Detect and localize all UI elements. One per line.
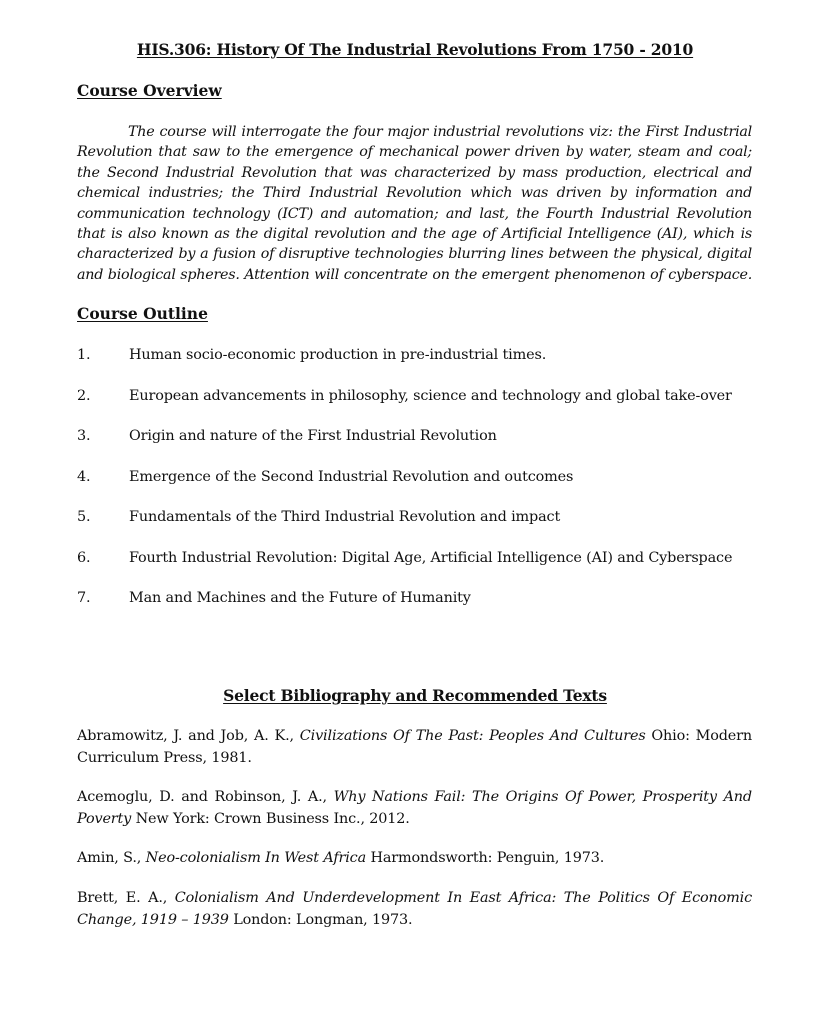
overview-line: The course will interrogate the four major industrial revolutions viz: the First Industrial — [128, 124, 752, 140]
outline-item-number: 2. — [77, 388, 91, 404]
bibliography-entry — [77, 888, 752, 931]
outline-item-number: 1. — [77, 347, 91, 363]
outline-item-text: Man and Machines and the Future of Humanity — [129, 590, 471, 606]
bibliography-publisher: Ohio: Modern — [651, 728, 753, 744]
bibliography-title: Poverty — [77, 810, 132, 827]
bibliography-title: Change, 1919 – 1939 — [77, 911, 229, 928]
outline-item-text: Fourth Industrial Revolution: Digital Age, Artificial Intelligence (AI) and Cyberspace — [129, 550, 733, 566]
bibliography-entry-line — [77, 888, 752, 910]
overview-line: chemical industries; the Third Industrial Revolution which was driven by information and — [77, 185, 752, 202]
outline-item-number: 5. — [77, 509, 91, 525]
overview-line: characterized by a fusion of disruptive technologies blurring lines between the physical, digital — [77, 246, 752, 263]
bibliography-title: Neo-colonialism In West Africa — [145, 850, 367, 866]
outline-item-number: 4. — [77, 469, 91, 485]
overview-line: communication technology (ICT) and automation; and last, the Fourth Industrial Revolution — [77, 205, 752, 222]
overview-line: and biological spheres. Attention will concentrate on the emergent phenomenon of cyberspace. — [77, 266, 752, 283]
bibliography-entry-line — [77, 809, 752, 831]
bibliography-entry-line — [77, 726, 752, 748]
bibliography-publisher: Harmondsworth: Penguin, 1973. — [370, 850, 605, 866]
bibliography-author: Amin, S., — [77, 850, 142, 866]
bibliography-entry-line — [77, 787, 752, 809]
bibliography-title: Colonialism And Underdevelopment In East Africa: The Politics Of Economic — [174, 890, 752, 906]
course-overview-heading: Course Overview — [77, 81, 222, 100]
bibliography-publisher: Curriculum Press, 1981. — [77, 749, 252, 766]
bibliography-entry — [77, 787, 752, 830]
bibliography-publisher: London: Longman, 1973. — [233, 911, 413, 928]
bibliography-author: Brett, E. A., — [77, 890, 168, 906]
document-title: HIS.306: History Of The Industrial Revolutions From 1750 - 2010 — [136, 40, 694, 59]
course-outline-heading: Course Outline — [77, 304, 208, 323]
bibliography-entry-line — [77, 748, 752, 770]
outline-item-text: European advancements in philosophy, science and technology and global take-over — [129, 388, 732, 404]
bibliography-publisher: New York: Crown Business Inc., 2012. — [135, 810, 410, 827]
overview-line: that is also known as the digital revolution and the age of Artificial Intelligence (AI), which is — [77, 225, 752, 242]
course-overview-paragraph — [77, 122, 752, 285]
bibliography-heading: Select Bibliography and Recommended Texts — [223, 686, 607, 705]
bibliography-entry-line — [77, 848, 752, 870]
outline-item-text: Origin and nature of the First Industrial Revolution — [129, 428, 497, 444]
outline-item-number: 3. — [77, 428, 91, 444]
bibliography-title: Civilizations Of The Past: Peoples And Cultures — [299, 728, 646, 744]
overview-line: the Second Industrial Revolution that was characterized by mass production, electrical and — [77, 164, 752, 181]
outline-item-text: Human socio-economic production in pre-industrial times. — [129, 347, 547, 363]
outline-item-text: Fundamentals of the Third Industrial Revolution and impact — [129, 509, 561, 525]
bibliography-author: Acemoglu, D. and Robinson, J. A., — [77, 789, 327, 805]
bibliography-entry — [77, 848, 752, 870]
outline-item-text: Emergence of the Second Industrial Revolution and outcomes — [129, 469, 574, 485]
bibliography-entry — [77, 726, 752, 769]
bibliography-author: Abramowitz, J. and Job, A. K., — [77, 728, 294, 744]
overview-line: Revolution that saw to the emergence of mechanical power driven by water, steam and coal; — [77, 144, 752, 161]
bibliography-title: Why Nations Fail: The Origins Of Power, Prosperity And — [333, 789, 752, 805]
outline-item-number: 7. — [77, 590, 91, 606]
outline-item-number: 6. — [77, 550, 91, 566]
bibliography-entry-line — [77, 910, 752, 932]
